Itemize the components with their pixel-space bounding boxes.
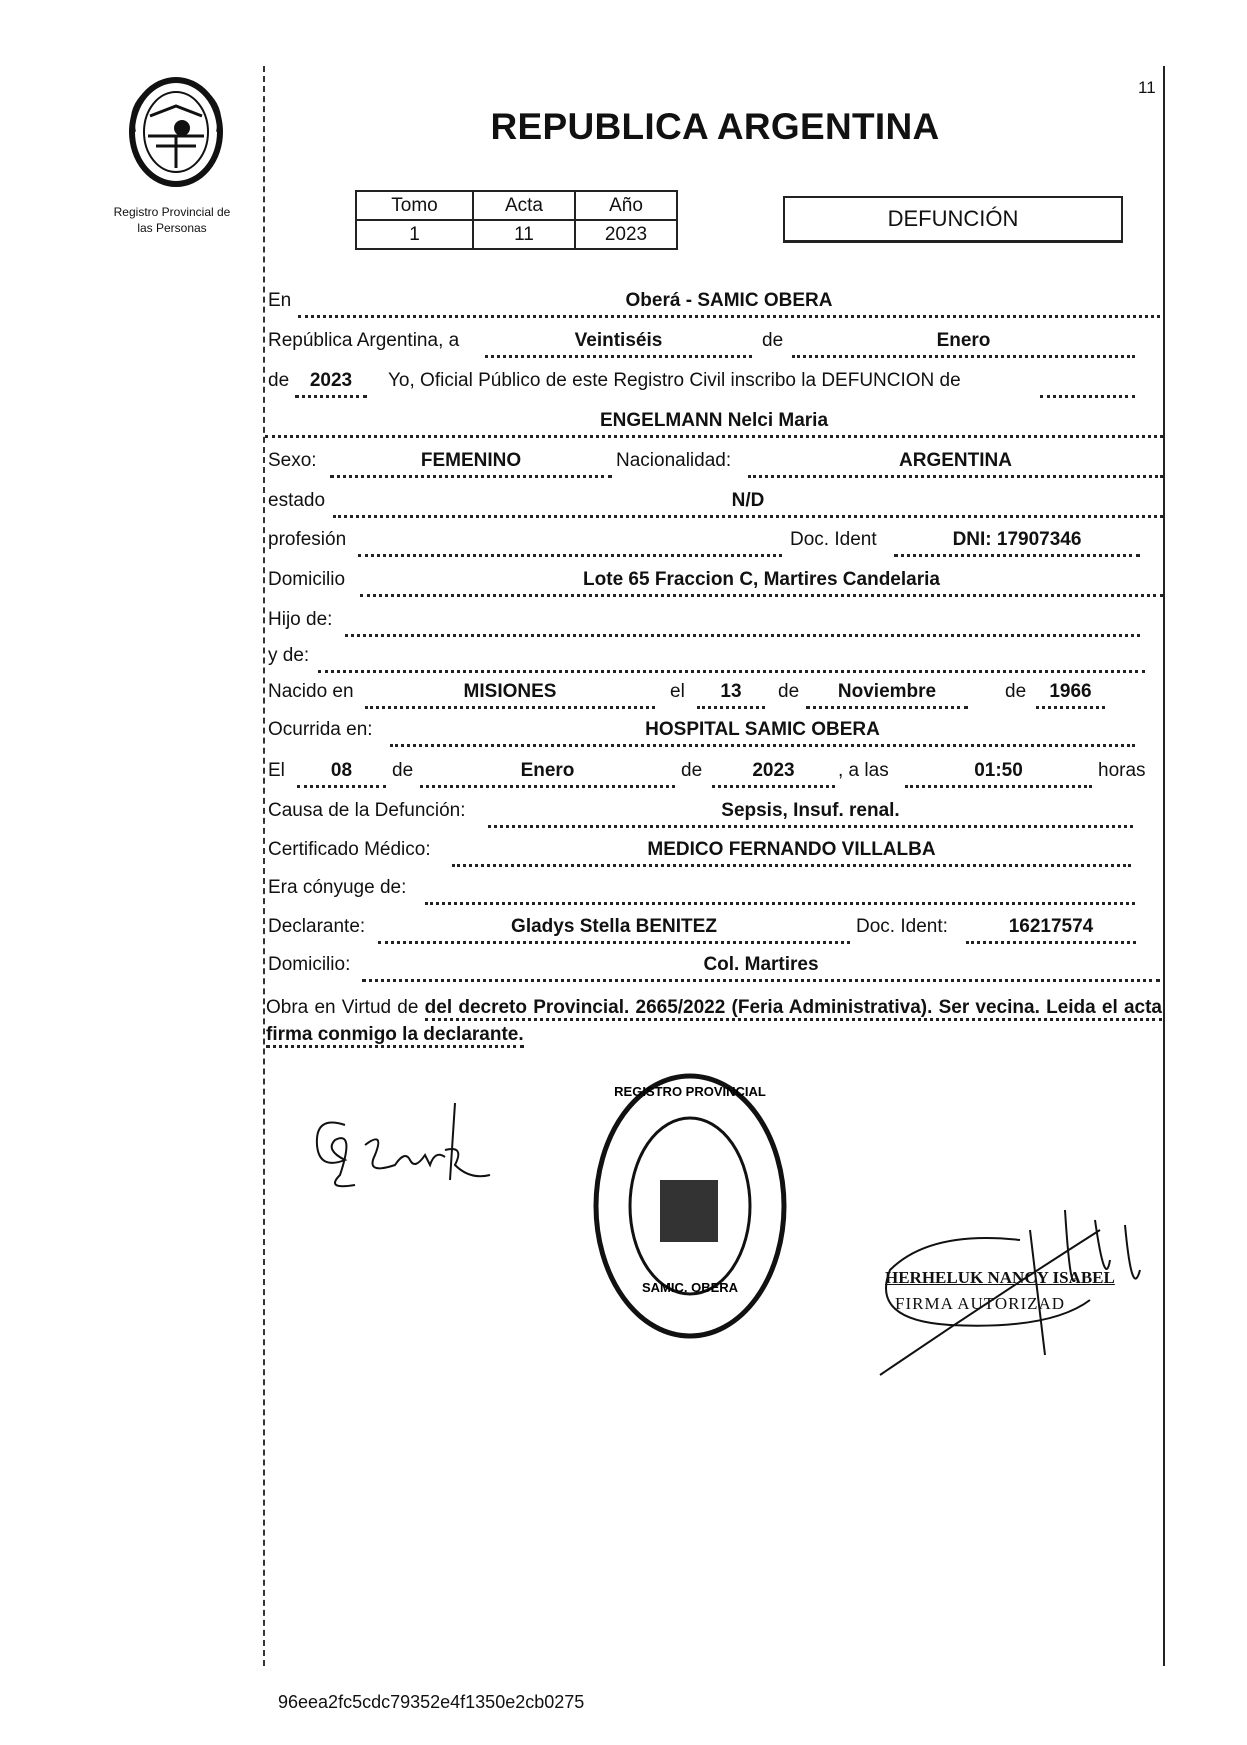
birth-day-field: 13 (697, 679, 765, 709)
conyuge-label: Era cónyuge de: (268, 877, 407, 898)
row-estado (0, 488, 1247, 518)
alas-label: , a las (838, 760, 889, 781)
de-label: de (392, 760, 414, 781)
causa-field: Sepsis, Insuf. renal. (488, 798, 1133, 828)
sexo-field: FEMENINO (330, 448, 612, 478)
profesion-label: profesión (268, 529, 347, 550)
declarante-field: Gladys Stella BENITEZ (378, 914, 850, 944)
en-label: En (268, 290, 292, 311)
ocurrida-label: Ocurrida en: (268, 719, 373, 740)
stamp-outer-text: REGISTRO PROVINCIAL (614, 1084, 766, 1099)
birth-place-field: MISIONES (365, 679, 655, 709)
row-date (0, 328, 1247, 358)
profesion-field (358, 527, 782, 557)
row-nacido (0, 679, 1247, 709)
death-month-field: Enero (420, 758, 675, 788)
certificado-field: MEDICO FERNANDO VILLALBA (452, 837, 1131, 867)
causa-label: Causa de la Defunción: (268, 800, 466, 821)
official-stamp (590, 1070, 790, 1342)
nacido-label: Nacido en (268, 681, 354, 702)
header-tomo: Tomo (356, 191, 473, 220)
row-certificado (0, 837, 1247, 867)
row-en (0, 288, 1247, 318)
death-year-field: 2023 (712, 758, 835, 788)
row-profesion (0, 527, 1247, 557)
row-name (0, 408, 1247, 438)
record-table (355, 190, 678, 250)
row-conyuge (0, 875, 1247, 905)
document-hash: 96eea2fc5cdc79352e4f1350e2cb0275 (278, 1692, 585, 1712)
domicilio-label: Domicilio (268, 569, 346, 590)
hijo-field (345, 607, 1140, 637)
row-domicilio (0, 567, 1247, 597)
de-label: de (1005, 681, 1027, 702)
doc-ident-label: Doc. Ident (790, 529, 877, 550)
declarante-doc-label: Doc. Ident: (856, 916, 948, 937)
certificado-label: Certificado Médico: (268, 839, 431, 860)
page-number: 11 (1138, 78, 1156, 97)
row-ocurrida (0, 717, 1247, 747)
month-field: Enero (792, 328, 1135, 358)
issuer-name (96, 204, 248, 236)
row-death-date (0, 758, 1247, 788)
el-label: el (670, 681, 685, 702)
obra-paragraph (266, 994, 1162, 1048)
blank-field (1040, 368, 1135, 398)
estado-field: N/D (333, 488, 1163, 518)
yde-label: y de: (268, 645, 310, 666)
de-label: de (778, 681, 800, 702)
issuer-line-2: las Personas (137, 221, 207, 235)
issuer-line-1: Registro Provincial de (113, 205, 231, 219)
authorized-name: HERHELUK NANCY ISABEL (885, 1268, 1115, 1287)
birth-month-field: Noviembre (806, 679, 968, 709)
conyuge-field (425, 875, 1135, 905)
value-tomo: 1 (356, 220, 473, 249)
de-label: de (268, 370, 290, 391)
deceased-name-field: ENGELMANN Nelci Maria (265, 408, 1163, 438)
de-label: de (681, 760, 703, 781)
sexo-label: Sexo: (268, 450, 317, 471)
horas-label: horas (1098, 760, 1146, 781)
year-field: 2023 (295, 368, 367, 398)
El-label: El (268, 760, 285, 781)
death-day-field: 08 (297, 758, 386, 788)
birth-year-field: 1966 (1036, 679, 1105, 709)
value-anio: 2023 (575, 220, 677, 249)
en-field: Oberá - SAMIC OBERA (298, 288, 1160, 318)
declarante-label: Declarante: (268, 916, 366, 937)
doc-ident-field: DNI: 17907346 (894, 527, 1140, 557)
stamp-inner-text: SAMIC. OBERA (641, 1280, 739, 1295)
de-label: de (762, 330, 784, 351)
row-hijo (0, 607, 1247, 637)
row-causa (0, 798, 1247, 828)
yde-field (318, 643, 1145, 673)
hijo-label: Hijo de: (268, 609, 333, 630)
row-sexo (0, 448, 1247, 478)
row-declarante-domicilio (0, 952, 1247, 982)
republica-label: República Argentina, a (268, 330, 460, 351)
declarante-domicilio-field: Col. Martires (362, 952, 1160, 982)
authorized-role: FIRMA AUTORIZAD (895, 1294, 1066, 1313)
ocurrida-field: HOSPITAL SAMIC OBERA (390, 717, 1135, 747)
declarant-signature (305, 1095, 495, 1205)
row-year (0, 368, 1247, 398)
domicilio-field: Lote 65 Fraccion C, Martires Candelaria (360, 567, 1163, 597)
header-anio: Año (575, 191, 677, 220)
inscribo-text: Yo, Oficial Público de este Registro Civil inscribo la DEFUNCION de (388, 370, 961, 391)
row-yde (0, 643, 1247, 673)
declarante-doc-field: 16217574 (966, 914, 1136, 944)
row-declarante (0, 914, 1247, 944)
nacionalidad-field: ARGENTINA (748, 448, 1163, 478)
value-acta: 11 (473, 220, 575, 249)
nacionalidad-label: Nacionalidad: (616, 450, 732, 471)
death-time-field: 01:50 (905, 758, 1092, 788)
record-type-box: DEFUNCIÓN (783, 196, 1123, 243)
declarante-domicilio-label: Domicilio: (268, 954, 351, 975)
estado-label: estado (268, 490, 326, 511)
obra-label: Obra en Virtud de (266, 997, 419, 1018)
header-acta: Acta (473, 191, 575, 220)
obra-value: del decreto Provincial. 2665/2022 (Feria Administrativa). Ser vecina. Leida el acta firma conmigo la declarante. (266, 997, 1162, 1048)
day-field: Veintiséis (485, 328, 752, 358)
page-title: REPUBLICA ARGENTINA (490, 106, 940, 147)
